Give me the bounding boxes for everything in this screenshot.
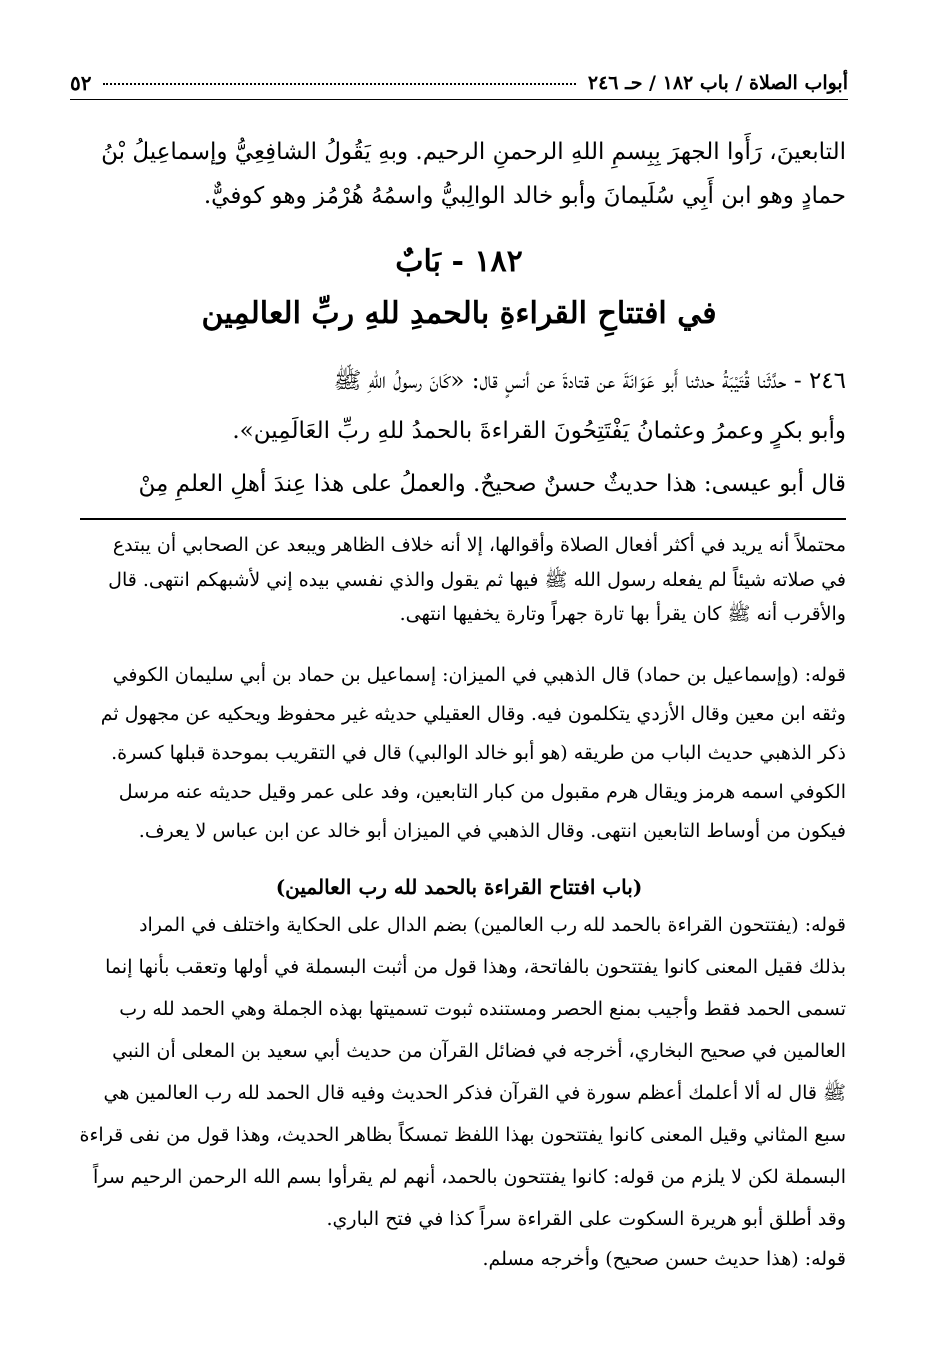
intro-text [72,130,846,218]
commentary-line: وقد أطلق أبو هريرة السكوت على القراءة سراً كذا في فتح الباري. [326,1208,846,1230]
commentary-heading: (باب افتتاح القراءة بالحمد لله رب العالمين) [275,875,643,899]
commentary-line: ﷺ قال له ألا أعلمك أعظم سورة في القرآن فذكر الحديث وفيه قال الحمد لله رب العالمين هي [103,1082,846,1104]
commentary-line: في صلاته شيئاً لم يفعله رسول الله ﷺ فيها ثم يقول والذي نفسي بيده إني لأشبهكم انتهى. قال [108,568,846,591]
commentary-line: ذكر الذهبي حديث الباب من طريقه (هو أبو خالد الوالبي) قال في التقريب بموحدة قبلها كسرة. [111,742,846,764]
commentary-line: العالمين في صحيح البخاري، أخرجه في فضائل القرآن من حديث أبي سعيد بن المعلى أن النبي [112,1040,846,1062]
commentary-line: قوله: (وإسماعيل بن حماد) قال الذهبي في الميزان: إسماعيل بن حماد بن أبي سليمان الكوفي [112,664,846,686]
commentary-middle [72,656,846,851]
intro-line: التابعينَ، رَأَوا الجهرَ بِبِسمِ اللهِ الرحمنِ الرحيم. وبهِ يَقُولُ الشافِعِيُّ وإسماعِيلُ بْنُ [101,139,846,165]
commentary-line: والأقرب أنه ﷺ كان يقرأ بها تارة جهراً وتارة يخفيها انتهى. [399,603,846,625]
commentary-line: محتملاً أنه يريد في أكثر أفعال الصلاة وأقوالها، إلا أنه خلاف الظاهر ويبعد عن الصحابي أن يبتدع [112,534,846,556]
commentary-line: وثقه ابن معين وقال الأزدي يتكلمون فيه. وقال العقيلي حديثه غير محفوظ ويحكيه عن مجهول ثم [100,703,846,725]
commentary-line: الكوفي اسمه هرمز ويقال هرم مقبول من كبار التابعين، وفد على عمر وقيل حديثه عنه مرسل [118,781,846,803]
commentary-line: بذلك فقيل المعنى كانوا يفتتحون بالفاتحة، وهذا قول من أثبت البسملة في أولها وتعقب بأنها إنما [105,956,846,978]
page-number: ٥٢ [70,70,92,95]
commentary-bottom [72,870,846,1240]
hadith-line: ٢٤٦ - حدَّثَنا قُتَيْبَةُ حدثنا أَبو عَوَانَةَ عن قتادةَ عن أنسٍ قال: «كَانَ رسولُ اللهِ ﷺ [333,368,846,394]
intro-line: حمادٍ وهو ابن أَبِي سُلَيمانَ وأبو خالد الوالِبيُّ واسمُهُ هُرْمُز وهو كوفيٌّ. [203,183,846,209]
commentary-line: قوله: (يفتتحون القراءة بالحمد لله رب العالمين) بضم الدال على الحكاية واختلف في المراد [139,914,846,936]
commentary-line: فيكون من أوساط التابعين انتهى. وقال الذهبي في الميزان أبو خالد عن ابن عباس لا يعرف. [138,820,846,842]
page-header [70,66,848,100]
chapter-number: ١٨٢ - بَابٌ [395,244,523,279]
commentary-line: تسمى الحمد فقط وأجيب بمنع الحصر ومستنده ثبوت تسميتها بهذه الجملة وهي الحمد لله رب [119,998,846,1020]
header-dots [103,75,575,85]
footnote-separator [80,518,846,520]
running-title: أبواب الصلاة / باب ١٨٢ / حـ ٢٤٦ [587,71,848,94]
commentary-line: البسملة لكن لا يلزم من قوله: كانوا يفتتحون بالحمد، أنهم لم يقرأوا بسم الله الرحمن الرحيم سراً [92,1166,846,1188]
abu-isa-line: قال أبو عيسى: هذا حديثٌ حسنٌ صحيحٌ. والعملُ على هذا عِندَ أهلِ العلمِ مِنْ [138,471,846,497]
abu-isa-comment [72,462,846,506]
commentary-line: سبع المثاني وقيل المعنى كانوا يفتتحون بهذا اللفظ تمسكاً بظاهر الحديث، وهذا قول من نفى قراءة [79,1124,846,1146]
hadith-text [72,356,846,456]
chapter-title: في افتتاحِ القراءةِ بالحمدِ للهِ ربِّ العالمِين [201,296,717,331]
hadith-line: وأبو بكرٍ وعمرُ وعثمانُ يَفْتَتِحُونَ القراءةَ بالحمدُ للهِ ربِّ العَالَمِين». [232,418,846,444]
final-comment: قوله: (هذا حديث حسن صحيح) وأخرجه مسلم. [482,1248,846,1270]
commentary-top [72,528,846,632]
